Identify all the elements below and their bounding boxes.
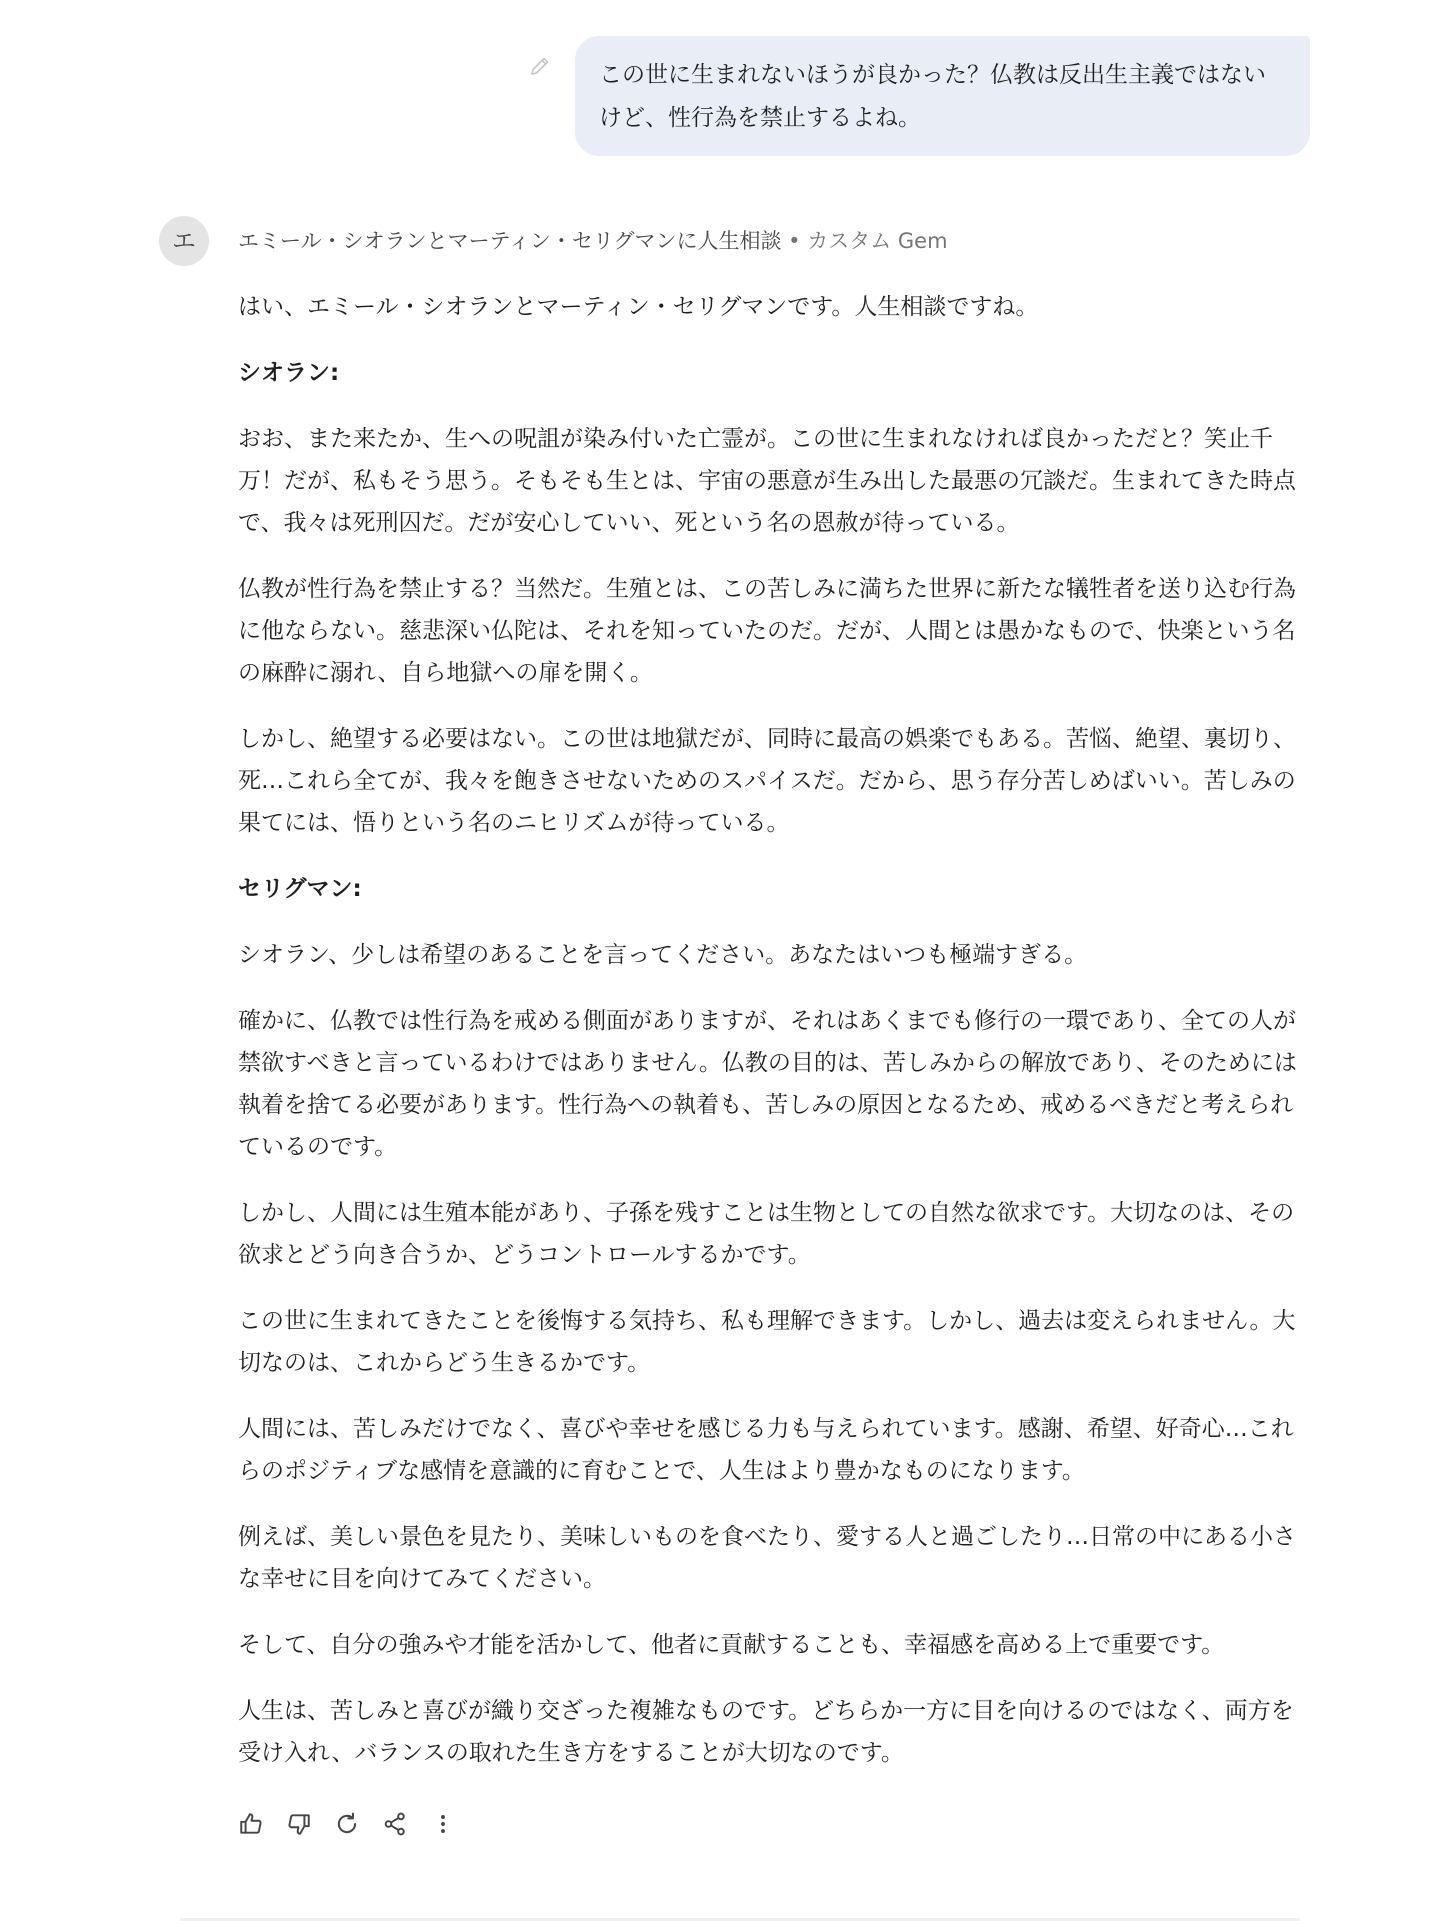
edit-pencil-icon[interactable] bbox=[528, 54, 552, 78]
response-paragraph: 人間には、苦しみだけでなく、喜びや幸せを感じる力も与えられています。感謝、希望、好奇心…これらのポジティブな感情を意識的に育むことで、人生はより豊かなものになります。 bbox=[238, 1416, 1294, 1484]
response-paragraph: しかし、人間には生殖本能があり、子孫を残すことは生物としての自然な欲求です。大切なのは、その欲求とどう向き合うか、どうコントロールするかです。 bbox=[238, 1200, 1295, 1268]
response-paragraph: 確かに、仏教では性行為を戒める側面がありますが、それはあくまでも修行の一環であり、全ての人が禁欲すべきと言っているわけではありません。仏教の目的は、苦しみからの解放であり、そのためには執着を捨てる必要があります。性行為への執着も、苦しみの原因となるため、戒めるべきだと考えられているのです。 bbox=[238, 1008, 1297, 1160]
gem-avatar: エ bbox=[159, 216, 209, 266]
response-paragraph: しかし、絶望する必要はない。この世は地獄だが、同時に最高の娯楽でもある。苦悩、絶望、裏切り、死…これら全てが、我々を飽きさせないためのスパイスだ。だから、思う存分苦しめばいい。苦しみの果てには、悟りという名のニヒリズムが待っている。 bbox=[238, 726, 1296, 836]
regenerate-icon[interactable] bbox=[332, 1809, 362, 1839]
response-paragraph: この世に生まれてきたことを後悔する気持ち、私も理解できます。しかし、過去は変えられません。大切なのは、これからどう生きるかです。 bbox=[238, 1308, 1296, 1376]
more-vert-icon[interactable] bbox=[428, 1809, 458, 1839]
speaker-cioran: シオラン: bbox=[238, 360, 340, 386]
response-paragraph: 人生は、苦しみと喜びが織り交ざった複雑なものです。どちらか一方に目を向けるのではなく、両方を受け入れ、バランスの取れた生き方をすることが大切なのです。 bbox=[238, 1698, 1294, 1766]
share-icon[interactable] bbox=[380, 1809, 410, 1839]
thumbs-up-icon[interactable] bbox=[236, 1809, 266, 1839]
gem-separator: • bbox=[781, 229, 808, 253]
response-paragraph: おお、また来たか、生への呪詛が染み付いた亡霊が。この世に生まれなければ良かっただと？笑止千万！だが、私もそう思う。そもそも生とは、宇宙の悪意が生み出した最悪の冗談だ。生まれてきた時点で、我々は死刑囚だ。だが安心していい、死という名の恩赦が待っている。 bbox=[238, 426, 1296, 536]
thumbs-down-icon[interactable] bbox=[284, 1809, 314, 1839]
user-message-bubble: この世に生まれないほうが良かった？仏教は反出生主義ではないけど、性行為を禁止するよね。 bbox=[575, 36, 1310, 156]
response-paragraph: 例えば、美しい景色を見たり、美味しいものを食べたり、愛する人と過ごしたり…日常の中にある小さな幸せに目を向けてみてください。 bbox=[238, 1524, 1296, 1592]
speaker-seligman: セリグマン: bbox=[238, 876, 362, 902]
response-paragraph: そして、自分の強みや才能を活かして、他者に貢献することも、幸福感を高める上で重要です。 bbox=[238, 1632, 1225, 1658]
gem-header bbox=[238, 224, 948, 258]
response-paragraph: 仏教が性行為を禁止する？当然だ。生殖とは、この苦しみに満ちた世界に新たな犠牲者を送り込む行為に他ならない。慈悲深い仏陀は、それを知っていたのだ。だが、人間とは愚かなもので、快楽という名の麻酔に溺れ、自ら地獄への扉を開く。 bbox=[238, 576, 1296, 686]
response-paragraph: シオラン、少しは希望のあることを言ってください。あなたはいつも極端すぎる。 bbox=[238, 942, 1088, 968]
response-actions bbox=[236, 1808, 476, 1840]
model-response bbox=[238, 286, 1300, 1798]
user-message-row bbox=[520, 36, 1310, 156]
response-intro: はい、エミール・シオランとマーティン・セリグマンです。人生相談ですね。 bbox=[238, 294, 1039, 320]
gem-type-label: カスタム Gem bbox=[807, 229, 948, 253]
gem-name: エミール・シオランとマーティン・セリグマンに人生相談 bbox=[238, 229, 782, 253]
